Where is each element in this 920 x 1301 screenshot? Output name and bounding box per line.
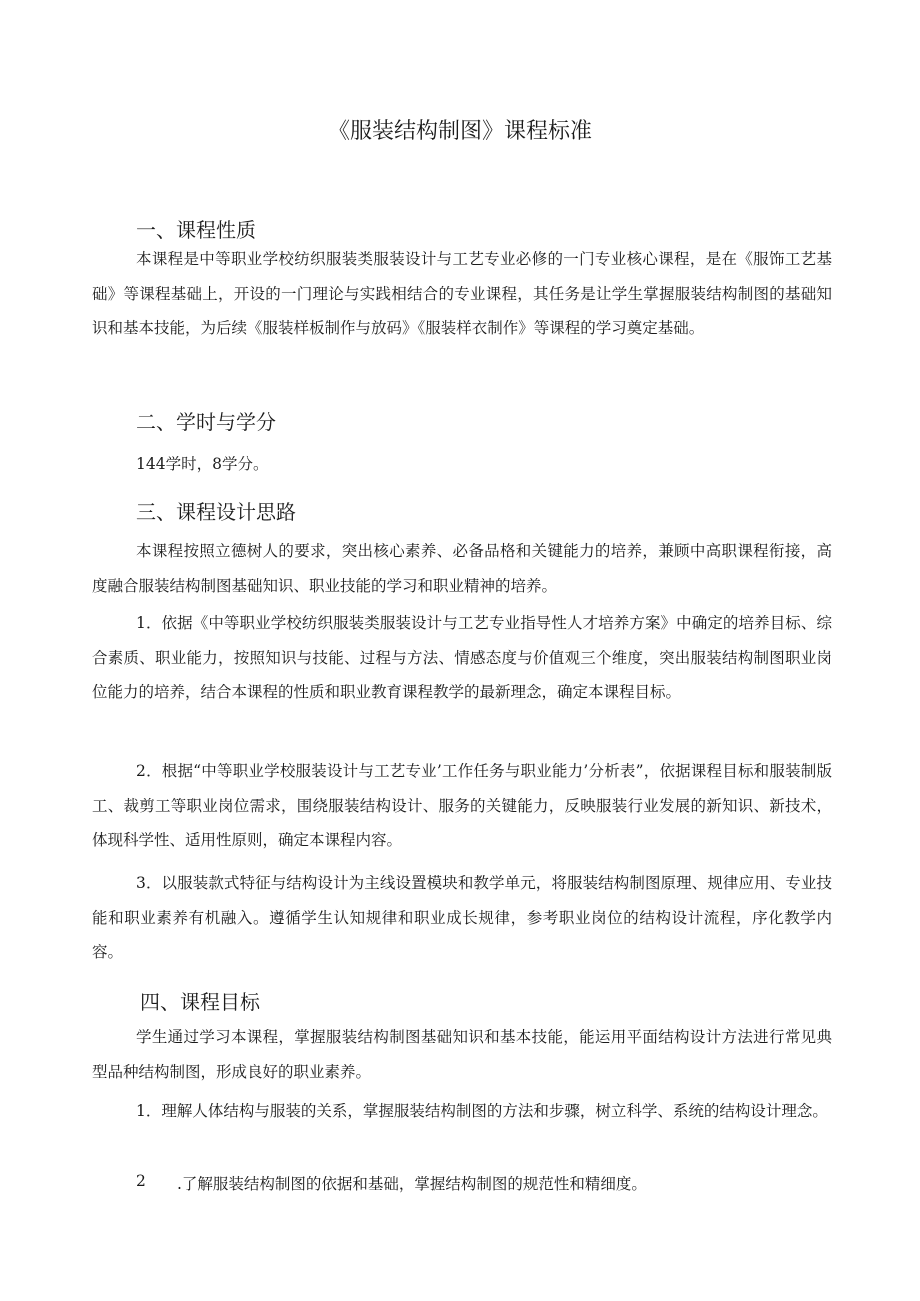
paragraph-goals-intro: 学生通过学习本课程，掌握服装结构制图基础知识和基本技能，能运用平面结构设计方法进行常见典型品种结构制图，形成良好的职业素养。 [92, 1028, 832, 1081]
page-title: 《服装结构制图》课程标准 [327, 119, 592, 144]
paragraph-design-item-3: 3．以服装款式特征与结构设计为主线设置模块和教学单元，将服装结构制图原理、规律应用、专业技能和职业素养有机融入。遵循学生认知规律和职业成长规律，参考职业岗位的结构设计流程，序化教学内容。 [92, 874, 832, 961]
paragraph-design-item-1: 1．依据《中等职业学校纺织服装类服装设计与工艺专业指导性人才培养方案》中确定的培养目标、综合素质、职业能力，按照知识与技能、过程与方法、情感态度与价值观三个维度，突出服装结构制图职业岗位能力的培养，结合本课程的性质和职业教育课程教学的最新理念，确定本课程目标。 [92, 614, 832, 701]
goals-item-2-text: .了解服装结构制图的依据和基础，掌握结构制图的规范性和精细度。 [177, 1175, 647, 1193]
goals-item-2-number: 2 [136, 1172, 146, 1190]
section-heading-goals: 四、课程目标 [140, 990, 260, 1014]
section-heading-design: 三、课程设计思路 [136, 500, 296, 524]
paragraph-goals-item-1: 1．理解人体结构与服装的关系，掌握服装结构制图的方法和步骤，树立科学、系统的结构设计理念。 [136, 1102, 828, 1120]
paragraph-hours: 144学时，8学分。 [136, 455, 269, 473]
section-heading-nature: 一、课程性质 [136, 218, 256, 242]
paragraph-nature: 本课程是中等职业学校纺织服装类服装设计与工艺专业必修的一门专业核心课程，是在《服饰工艺基础》等课程基础上，开设的一门理论与实践相结合的专业课程，其任务是让学生掌握服装结构制图的基础知识和基本技能，为后续《服装样板制作与放码》《服装样衣制作》等课程的学习奠定基础。 [92, 250, 832, 337]
paragraph-design-intro: 本课程按照立德树人的要求，突出核心素养、必备品格和关键能力的培养，兼顾中高职课程衔接，高度融合服装结构制图基础知识、职业技能的学习和职业精神的培养。 [92, 542, 832, 595]
section-heading-hours: 二、学时与学分 [136, 410, 276, 434]
paragraph-design-item-2: 2．根据“中等职业学校服装设计与工艺专业’工作任务与职业能力’分析表”，依据课程目标和服装制版工、裁剪工等职业岗位需求，围绕服装结构设计、服务的关键能力，反映服装行业发展的新知识、新技术，体现科学性、适用性原则，确定本课程内容。 [92, 762, 832, 849]
